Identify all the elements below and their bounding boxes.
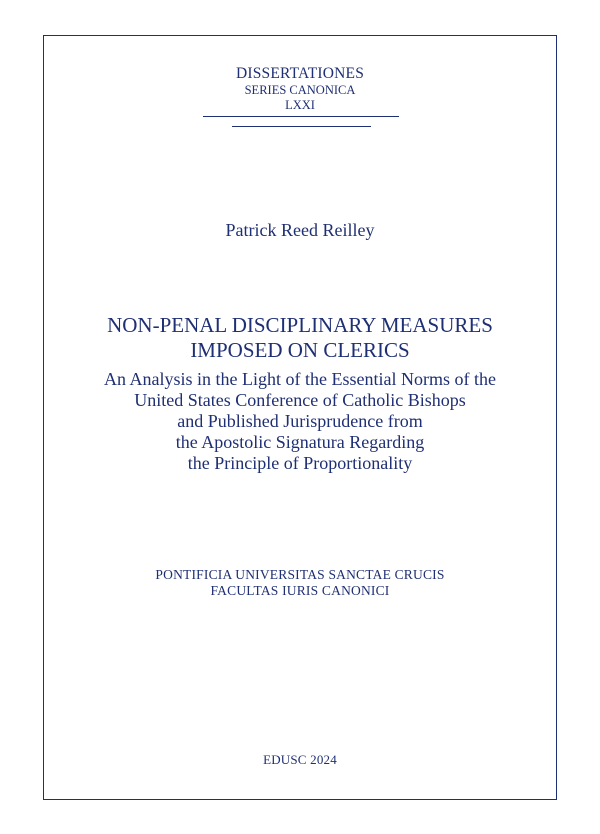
series-title: DISSERTATIONES	[235, 65, 365, 82]
title-page-frame	[43, 35, 557, 800]
series-rule-long	[203, 116, 399, 117]
book-title	[44, 313, 556, 363]
book-subtitle-line: the Apostolic Signatura Regarding	[175, 432, 425, 452]
institution-line: FACULTAS IURIS CANONICI	[210, 583, 390, 598]
institution	[44, 567, 556, 599]
series-rule-short	[232, 126, 371, 127]
book-subtitle-line: the Principle of Proportionality	[187, 453, 413, 473]
publisher-imprint: EDUSC 2024	[263, 752, 337, 767]
institution-line: PONTIFICIA UNIVERSITAS SANCTAE CRUCIS	[155, 567, 445, 582]
book-subtitle-line: United States Conference of Catholic Bishops	[134, 390, 466, 410]
series-number: LXXI	[285, 98, 315, 112]
book-subtitle-line: and Published Jurisprudence from	[177, 411, 423, 431]
series-subtitle: SERIES CANONICA	[244, 83, 356, 97]
book-subtitle	[44, 369, 556, 474]
book-subtitle-line: An Analysis in the Light of the Essential Norms of the	[104, 369, 496, 389]
book-title-line: NON-PENAL DISCIPLINARY MEASURES	[107, 313, 493, 337]
author-name: Patrick Reed Reilley	[225, 220, 375, 240]
book-title-line: IMPOSED ON CLERICS	[190, 338, 410, 362]
